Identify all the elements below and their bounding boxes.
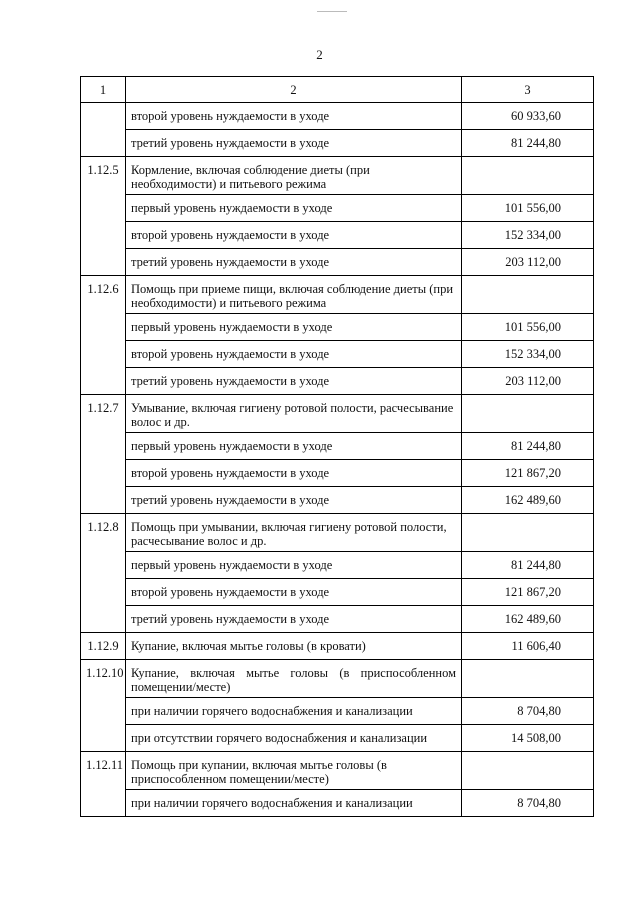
item-value: 8 704,80: [462, 698, 594, 725]
item-value: 152 334,00: [462, 222, 594, 249]
item-value: 8 704,80: [462, 790, 594, 817]
item-code: 1.12.10: [81, 660, 126, 752]
table-row: [81, 103, 594, 130]
item-value: 162 489,60: [462, 606, 594, 633]
table-row: [81, 195, 594, 222]
item-label: третий уровень нуждаемости в уходе: [126, 606, 462, 633]
table-row: [81, 514, 594, 552]
page-number: 2: [316, 47, 323, 62]
item-value: 81 244,80: [462, 552, 594, 579]
table-row: [81, 157, 594, 195]
top-scan-mark: [317, 11, 347, 12]
tariff-table: [80, 76, 594, 817]
item-label: третий уровень нуждаемости в уходе: [126, 130, 462, 157]
table-row: [81, 395, 594, 433]
table-row: [81, 725, 594, 752]
item-title: Кормление, включая соблюдение диеты (при необходимости) и питьевого режима: [126, 157, 462, 195]
item-title: Купание, включая мытье головы (в приспособленном помещении/месте): [126, 660, 462, 698]
header-col-1: 1: [81, 77, 126, 103]
item-label: при наличии горячего водоснабжения и канализации: [126, 790, 462, 817]
item-value: 152 334,00: [462, 341, 594, 368]
item-code: [81, 103, 126, 157]
item-title: Умывание, включая гигиену ротовой полости, расчесывание волос и др.: [126, 395, 462, 433]
item-code: 1.12.11: [81, 752, 126, 817]
item-value: [462, 752, 594, 790]
item-label: первый уровень нуждаемости в уходе: [126, 195, 462, 222]
item-code: 1.12.7: [81, 395, 126, 514]
item-value: [462, 276, 594, 314]
item-code: 1.12.6: [81, 276, 126, 395]
table-row: [81, 433, 594, 460]
item-value: 11 606,40: [462, 633, 594, 660]
item-label: первый уровень нуждаемости в уходе: [126, 433, 462, 460]
item-value: 81 244,80: [462, 433, 594, 460]
item-value: [462, 157, 594, 195]
item-title: Помощь при умывании, включая гигиену ротовой полости, расчесывание волос и др.: [126, 514, 462, 552]
table-row: [81, 460, 594, 487]
table-row: [81, 222, 594, 249]
table-header-row: [81, 77, 594, 103]
item-label: при наличии горячего водоснабжения и канализации: [126, 698, 462, 725]
item-label: третий уровень нуждаемости в уходе: [126, 249, 462, 276]
item-value: 81 244,80: [462, 130, 594, 157]
item-value: 121 867,20: [462, 579, 594, 606]
item-label: первый уровень нуждаемости в уходе: [126, 552, 462, 579]
item-label: Купание, включая мытье головы (в кровати): [126, 633, 462, 660]
item-title: Помощь при приеме пищи, включая соблюдение диеты (при необходимости) и питьевого режима: [126, 276, 462, 314]
item-label: третий уровень нуждаемости в уходе: [126, 487, 462, 514]
item-label: второй уровень нуждаемости в уходе: [126, 579, 462, 606]
item-label: третий уровень нуждаемости в уходе: [126, 368, 462, 395]
item-value: 203 112,00: [462, 368, 594, 395]
table-row: [81, 633, 594, 660]
table-row: [81, 341, 594, 368]
table-row: [81, 552, 594, 579]
item-label: второй уровень нуждаемости в уходе: [126, 460, 462, 487]
table-row: [81, 368, 594, 395]
table-row: [81, 130, 594, 157]
item-label: второй уровень нуждаемости в уходе: [126, 341, 462, 368]
item-value: [462, 514, 594, 552]
item-value: 203 112,00: [462, 249, 594, 276]
header-col-3: 3: [462, 77, 594, 103]
item-value: 162 489,60: [462, 487, 594, 514]
item-label: первый уровень нуждаемости в уходе: [126, 314, 462, 341]
item-value: 101 556,00: [462, 195, 594, 222]
table-row: [81, 698, 594, 725]
table-row: [81, 752, 594, 790]
item-code: 1.12.5: [81, 157, 126, 276]
table-row: [81, 606, 594, 633]
item-title: Помощь при купании, включая мытье головы (в приспособленном помещении/месте): [126, 752, 462, 790]
table-row: [81, 276, 594, 314]
table-row: [81, 790, 594, 817]
item-value: [462, 660, 594, 698]
item-value: [462, 395, 594, 433]
table-row: [81, 249, 594, 276]
table-body: [81, 77, 594, 817]
table-row: [81, 487, 594, 514]
header-col-2: 2: [126, 77, 462, 103]
item-code: 1.12.8: [81, 514, 126, 633]
item-code: 1.12.9: [81, 633, 126, 660]
item-value: 14 508,00: [462, 725, 594, 752]
table-row: [81, 314, 594, 341]
table-row: [81, 579, 594, 606]
table-row: [81, 660, 594, 698]
item-label: при отсутствии горячего водоснабжения и канализации: [126, 725, 462, 752]
item-label: второй уровень нуждаемости в уходе: [126, 222, 462, 249]
item-value: 101 556,00: [462, 314, 594, 341]
item-label: второй уровень нуждаемости в уходе: [126, 103, 462, 130]
item-value: 121 867,20: [462, 460, 594, 487]
item-value: 60 933,60: [462, 103, 594, 130]
